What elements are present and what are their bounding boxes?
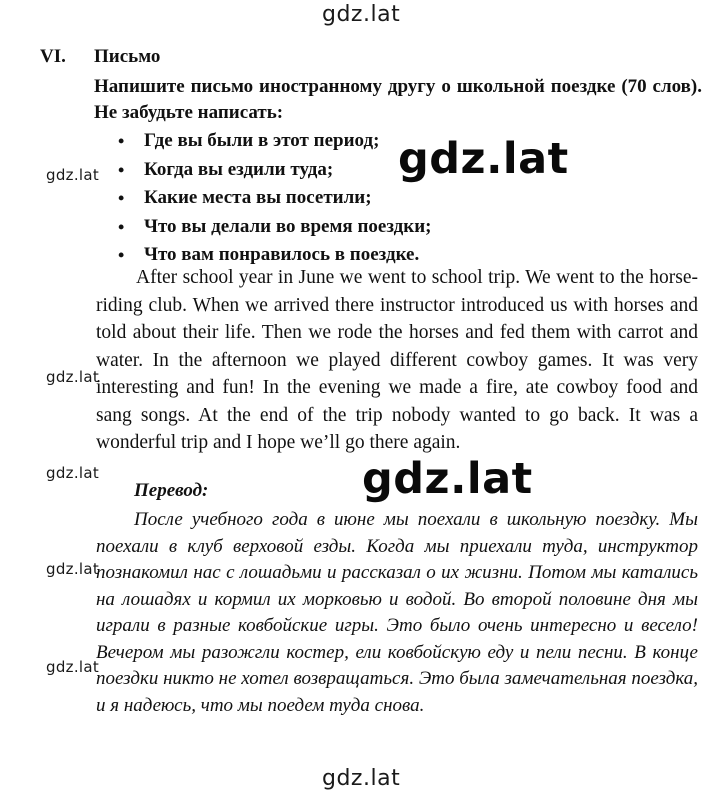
section-title: Письмо xyxy=(94,46,161,67)
watermark-large-upper: gdz.lat xyxy=(398,134,569,184)
task-instruction: Напишите письмо иностранному другу о школьной поездке (70 слов). Не забудьте написать: xyxy=(94,76,702,123)
watermark-large-lower: gdz.lat xyxy=(362,454,533,504)
bullet-item: • Где вы были в этот период; xyxy=(118,128,431,157)
bullet-dot-icon: • xyxy=(118,159,125,180)
section-number: VI. xyxy=(40,46,66,67)
letter-english: After school year in June we went to school trip. We went to the horse-riding club. When we arrived there instructor introduced us with horses and told about their life. Then we rode the horses and fed them with carrot and water. In the afternoon we played different cowboy games. It was very interesting and fun! In the evening we made a fire, ate cowboy food and sang songs. At the end of the trip nobody wanted to go back. It was a wonderful trip and I hope we’ll go there again. xyxy=(96,267,698,453)
bullet-dot-icon: • xyxy=(118,188,125,208)
watermark-side: gdz.lat xyxy=(46,658,100,676)
letter-russian: После учебного года в июне мы поехали в школьную поездку. Мы поехали в клуб верховой езды. Когда мы приехали туда, инструктор познакомил нас с лошадьми и рассказал о их жизни. Потом мы катались на лошадях и кормил их морковью и водой. Во второй половине дня мы играли в разные ковбойские игры. Это было очень интересно и весело! Вечером мы разожгли костер, ели ковбойскую еду и пели песни. В конце поездки никто не хотел возвращаться. Это была замечательная поездка, и я надеюсь, что мы поедем туда снова. xyxy=(96,509,698,716)
bullet-dot-icon: • xyxy=(118,216,125,237)
bullet-item: • Что вы делали во время поездки; xyxy=(118,214,431,243)
watermark-top: gdz.lat xyxy=(322,2,401,27)
task-bullet-list xyxy=(118,128,431,271)
section-heading xyxy=(40,44,710,70)
bullet-item: • Когда вы ездили туда; xyxy=(118,157,431,186)
watermark-bottom: gdz.lat xyxy=(322,766,401,791)
bullet-item: • Что вам понравилось в поездке. xyxy=(118,242,431,271)
bullet-item: • Какие места вы посетили; xyxy=(118,185,431,214)
watermark-side: gdz.lat xyxy=(46,166,100,184)
translation-label: Перевод: xyxy=(134,480,209,501)
bullet-dot-icon: • xyxy=(118,131,125,151)
bullet-dot-icon: • xyxy=(118,245,125,265)
watermark-side: gdz.lat xyxy=(46,464,100,482)
watermark-side: gdz.lat xyxy=(46,560,100,578)
watermark-side: gdz.lat xyxy=(46,368,100,386)
